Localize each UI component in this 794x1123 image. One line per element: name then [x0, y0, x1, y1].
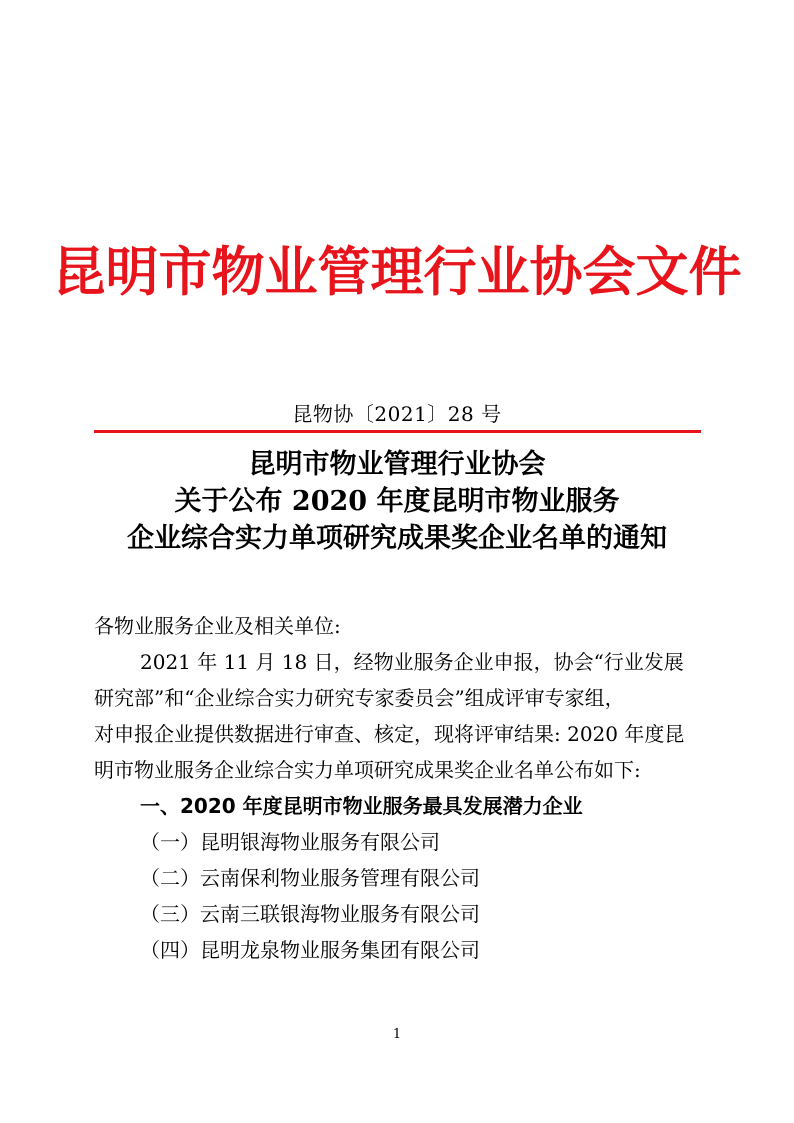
document-number: 昆物协〔2021〕28 号 — [292, 402, 502, 426]
title-line-1: 昆明市物业管理行业协会 — [248, 449, 546, 480]
paragraph-line-3: 对申报企业提供数据进行审查、核定，现将评审结果: 2020 年度昆 — [94, 722, 685, 746]
company-item-2: （二）云南保利物业服务管理有限公司 — [140, 866, 480, 890]
document-title — [0, 446, 794, 557]
paragraph-line-4: 明市物业服务企业综合实力单项研究成果奖企业名单公布如下: — [94, 758, 641, 782]
masthead-title: 昆明市物业管理行业协会文件 — [52, 241, 742, 303]
paragraph-line-2: 研究部”和“企业综合实力研究专家委员会”组成评审专家组， — [94, 686, 625, 710]
page-number: 1 — [392, 1027, 402, 1042]
document-body — [94, 608, 704, 968]
salutation: 各物业服务企业及相关单位: — [94, 614, 341, 638]
section-heading: 一、2020 年度昆明市物业服务最具发展潜力企业 — [140, 794, 583, 818]
company-item-1: （一）昆明银海物业服务有限公司 — [140, 830, 440, 854]
red-separator-line — [94, 430, 701, 433]
title-line-2: 关于公布 2020 年度昆明市物业服务 — [174, 486, 620, 517]
company-item-3: （三）云南三联银海物业服务有限公司 — [140, 902, 480, 926]
company-item-4: （四）昆明龙泉物业服务集团有限公司 — [140, 938, 480, 962]
title-line-3: 企业综合实力单项研究成果奖企业名单的通知 — [127, 523, 667, 554]
paragraph-line-1: 2021 年 11 月 18 日，经物业服务企业申报，协会“行业发展 — [140, 650, 684, 674]
